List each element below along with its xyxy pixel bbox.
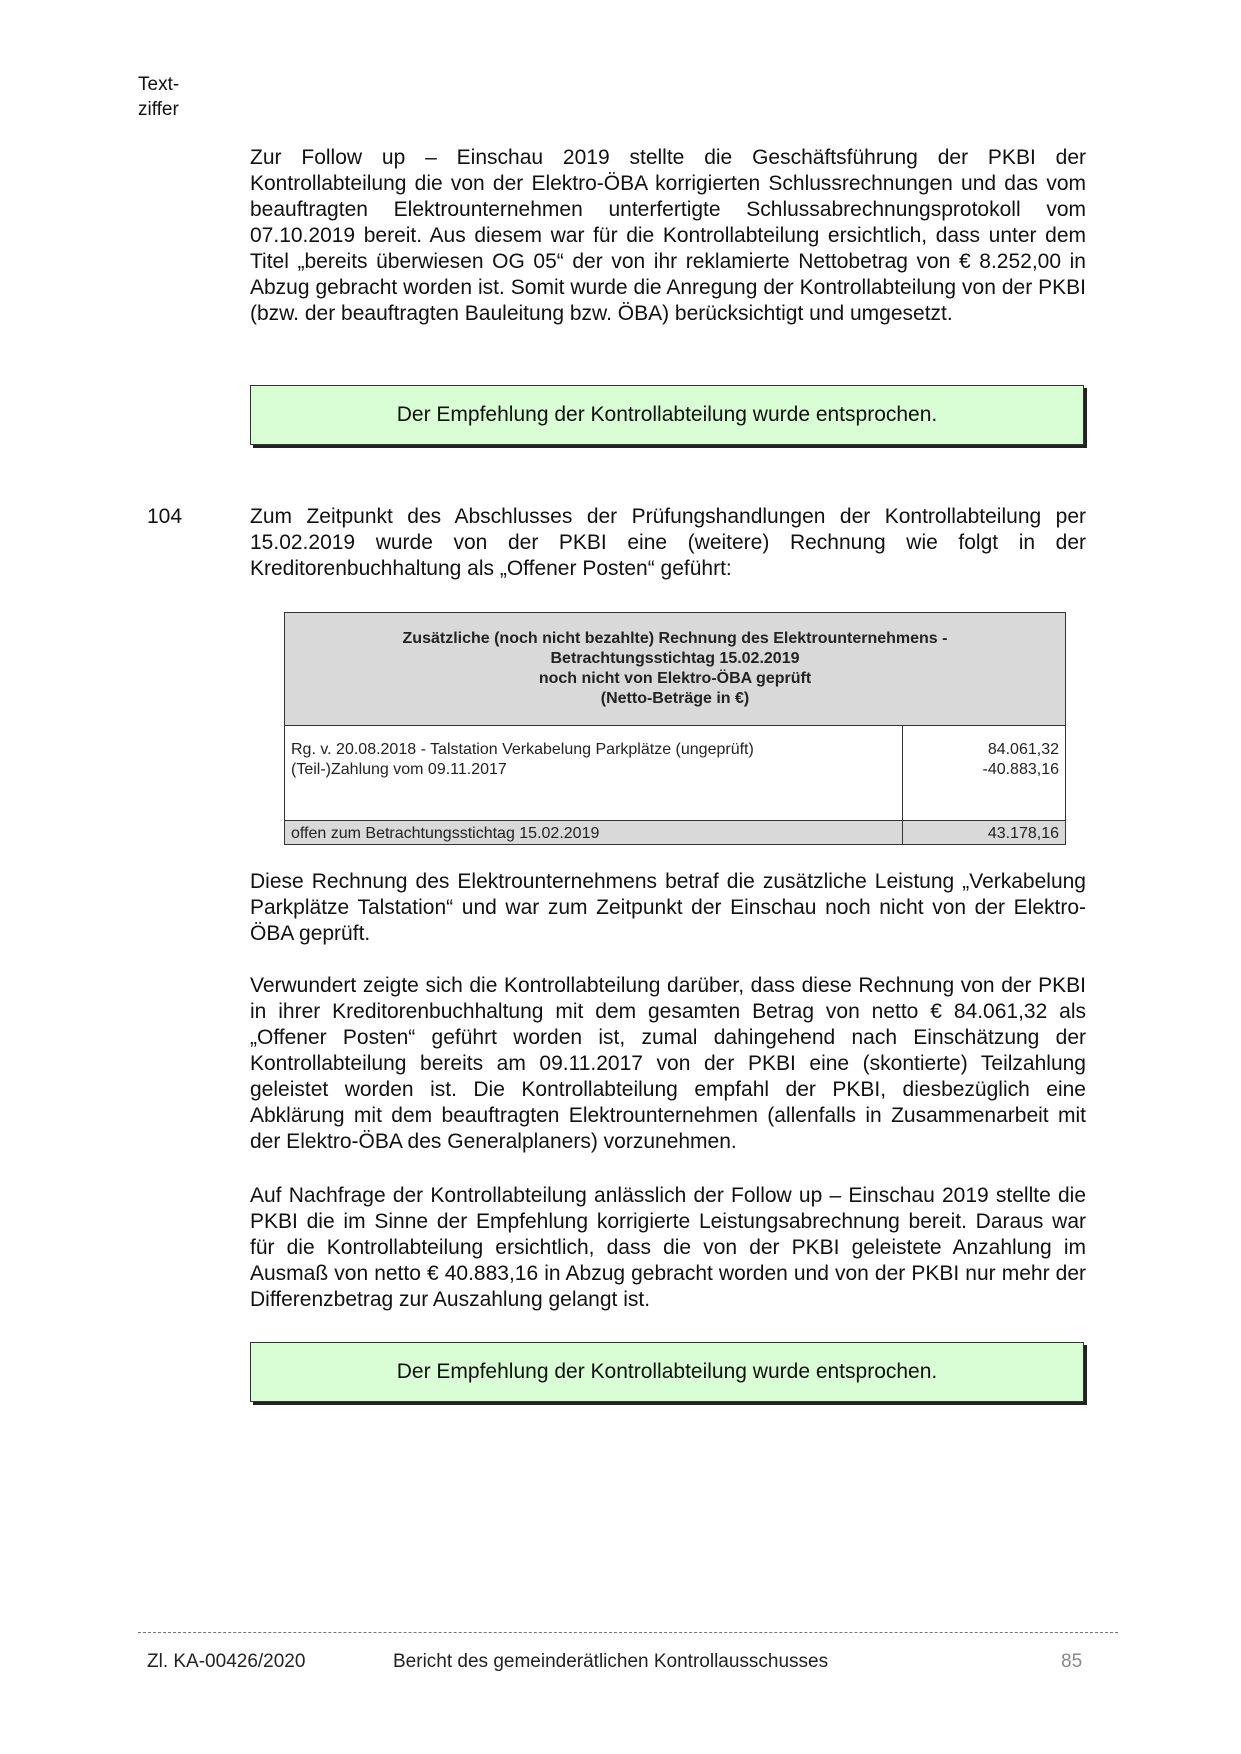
invoice-header-line2: Betrachtungsstichtag 15.02.2019: [550, 650, 800, 667]
invoice-amount-cell: [903, 726, 1066, 821]
invoice-header-line1: Zusätzliche (noch nicht bezahlte) Rechnung des Elektrounternehmens -: [402, 630, 948, 647]
paragraph-invoice-description: Diese Rechnung des Elektrounternehmens betraf die zusätzliche Leistung „Verkabelung Parkplätze Talstation“ und war zum Zeitpunkt der Einschau noch nicht von der Elektro-ÖBA geprüft.: [250, 870, 1086, 945]
invoice-row-2-description: (Teil-)Zahlung vom 09.11.2017: [291, 761, 507, 778]
recommendation-text-1: Der Empfehlung der Kontrollabteilung wurde entsprochen.: [396, 403, 938, 426]
recommendation-text-2: Der Empfehlung der Kontrollabteilung wurde entsprochen.: [396, 1360, 938, 1383]
paragraph-104-intro: Zum Zeitpunkt des Abschlusses der Prüfungshandlungen der Kontrollabteilung per 15.02.2019 wurde von der PKBI eine (weitere) Rechnung wie folgt in der Kreditorenbuchhaltung als „Offener Posten“ geführt:: [250, 505, 1086, 580]
invoice-total-label: offen zum Betrachtungsstichtag 15.02.2019: [285, 821, 903, 845]
paragraph-follow-up-2: Auf Nachfrage der Kontrollabteilung anlässlich der Follow up – Einschau 2019 stellte die PKBI die im Sinne der Empfehlung korrigierte Leistungsabrechnung bereit. Daraus war für die Kontrollabteilung ersichtlich, dass die von der PKBI geleistete Anzahlung im Ausmaß von netto € 40.883,16 in Abzug gebracht worden und von der PKBI nur mehr der Differenzbetrag zur Auszahlung gelangt ist.: [250, 1184, 1086, 1311]
invoice-table-body-row: [285, 726, 1066, 821]
invoice-table: [284, 612, 1066, 845]
footer-title: Bericht des gemeinderätlichen Kontrollausschusses: [393, 1651, 829, 1672]
invoice-table-header-row: [285, 613, 1066, 726]
invoice-table-header: [285, 613, 1066, 726]
footer-reference: Zl. KA-00426/2020: [147, 1651, 306, 1672]
invoice-total-row: [285, 821, 1066, 845]
margin-label-line2: ziffer: [138, 99, 179, 120]
invoice-header-line4: (Netto-Beträge in €): [600, 690, 750, 707]
margin-label: [138, 72, 179, 122]
recommendation-box-1: [250, 385, 1084, 445]
invoice-row-2-amount: -40.883,16: [982, 761, 1059, 778]
recommendation-box-2: [250, 1342, 1084, 1402]
margin-label-line1: Text-: [138, 74, 180, 95]
invoice-row-1-amount: 84.061,32: [987, 741, 1059, 758]
paragraph-follow-up-1: Zur Follow up – Einschau 2019 stellte die Geschäftsführung der PKBI der Kontrollabteilung die von der Elektro-ÖBA korrigierten Schlussrechnungen und das vom beauftragten Elektrounternehmen unterfertigte Schlussabrechnungsprotokoll vom 07.10.2019 bereit. Aus diesem war für die Kontrollabteilung ersichtlich, dass unter dem Titel „bereits überwiesen OG 05“ der von ihr reklamierte Nettobetrag von € 8.252,00 in Abzug gebracht worden ist. Somit wurde die Anregung der Kontrollabteilung von der PKBI (bzw. der beauftragten Bauleitung bzw. ÖBA) berücksichtigt und umgesetzt.: [250, 146, 1086, 325]
invoice-header-line3: noch nicht von Elektro-ÖBA geprüft: [538, 670, 812, 687]
footer-divider: [138, 1632, 1118, 1633]
footer-page-number: 85: [1061, 1651, 1083, 1672]
invoice-total-amount: 43.178,16: [903, 821, 1066, 845]
paragraph-number-104: 104: [147, 505, 183, 528]
invoice-desc-cell: [285, 726, 903, 821]
invoice-row-1-description: Rg. v. 20.08.2018 - Talstation Verkabelung Parkplätze (ungeprüft): [291, 741, 754, 758]
paragraph-recommendation-reasoning: Verwundert zeigte sich die Kontrollabteilung darüber, dass diese Rechnung von der PKBI in ihrer Kreditorenbuchhaltung mit dem gesamten Betrag von netto € 84.061,32 als „Offener Posten“ geführt worden ist, zumal dahingehend nach Einschätzung der Kontrollabteilung bereits am 09.11.2017 von der PKBI eine (skontierte) Teilzahlung geleistet worden ist. Die Kontrollabteilung empfahl der PKBI, diesbezüglich eine Abklärung mit dem beauftragten Elektrounternehmen (allenfalls in Zusammenarbeit mit der Elektro-ÖBA des Generalplaners) vorzunehmen.: [250, 974, 1086, 1153]
